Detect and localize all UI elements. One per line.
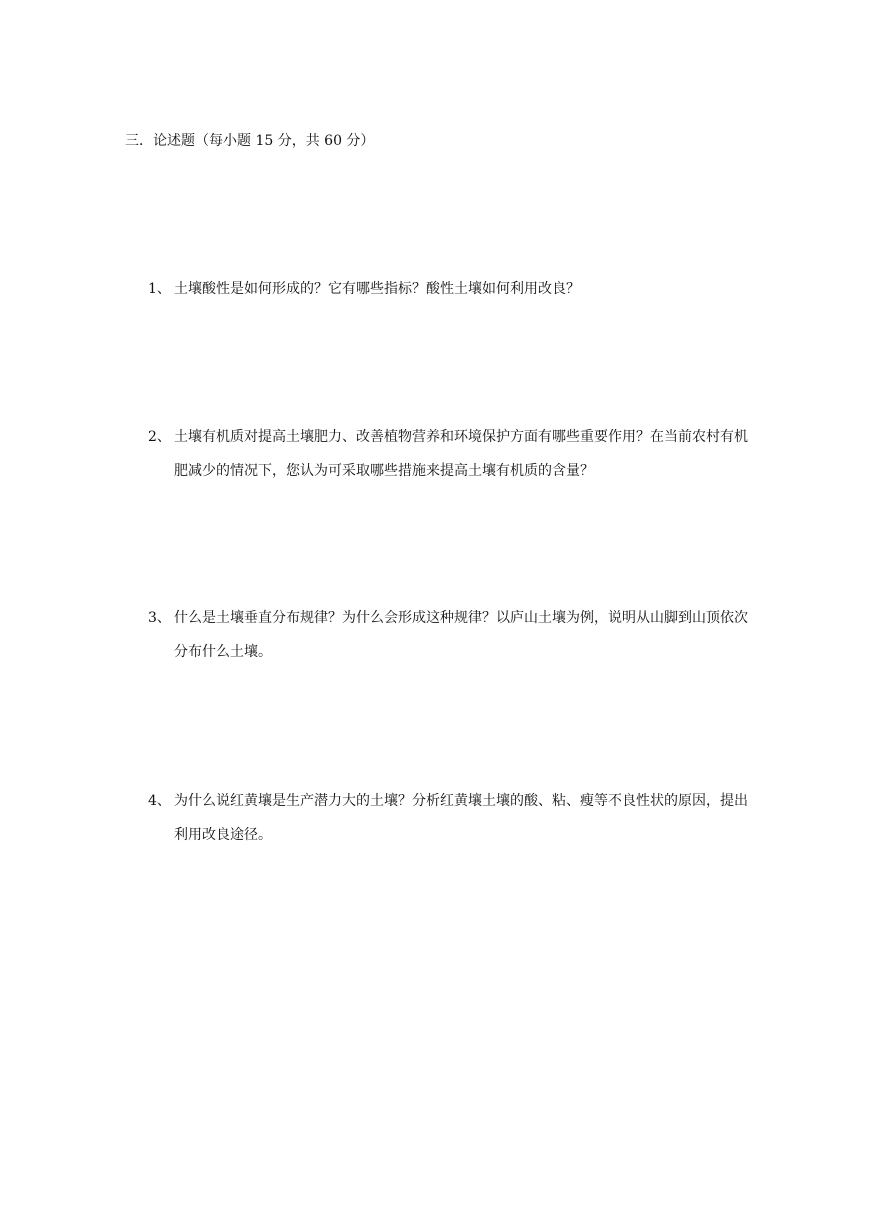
question-item (148, 601, 748, 669)
question-number: 3、 (148, 610, 171, 626)
question-item (148, 420, 748, 488)
question-text: 土壤有机质对提高土壤肥力、改善植物营养和环境保护方面有哪些重要作用？在当前农村有机肥减少的情况下，您认为可采取哪些措施来提高土壤有机质的含量？ (174, 429, 748, 479)
question-number: 4、 (148, 793, 171, 809)
question-number: 2、 (148, 429, 171, 445)
question-text: 什么是土壤垂直分布规律？为什么会形成这种规律？以庐山土壤为例，说明从山脚到山顶依次分布什么土壤。 (174, 610, 748, 660)
question-text: 为什么说红黄壤是生产潜力大的土壤？分析红黄壤土壤的酸、粘、瘦等不良性状的原因，提出利用改良途径。 (174, 793, 748, 843)
question-item (148, 784, 748, 852)
question-number: 1、 (148, 281, 171, 297)
question-text: 土壤酸性是如何形成的？它有哪些指标？酸性土壤如何利用改良？ (174, 281, 580, 297)
question-item (148, 272, 748, 306)
section-title: 三．论述题（每小题 15 分，共 60 分） (125, 133, 375, 149)
